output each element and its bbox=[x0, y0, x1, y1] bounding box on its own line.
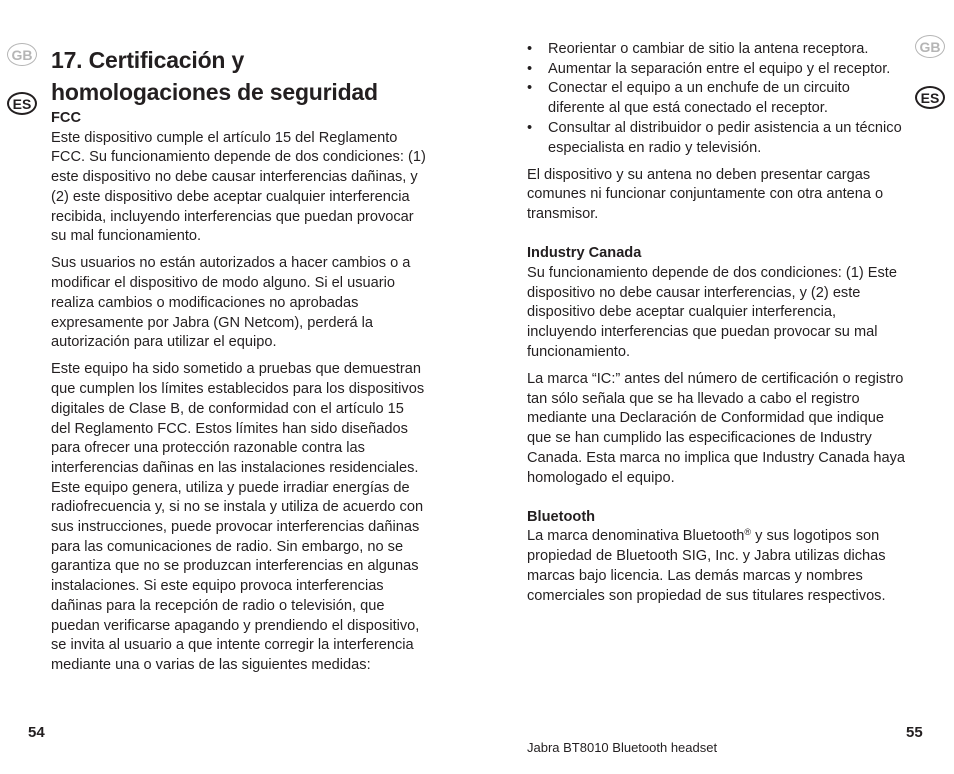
bluetooth-paragraph bbox=[527, 527, 907, 606]
language-badge-gb-left: GB bbox=[7, 43, 37, 66]
bluetooth-text-a: La marca denominativa Bluetooth bbox=[527, 528, 745, 545]
bluetooth-heading: Bluetooth bbox=[527, 508, 596, 525]
title-line-2: homologaciones de seguridad bbox=[51, 79, 378, 105]
language-badge-es-left: ES bbox=[7, 92, 37, 115]
title-line-1: 17. Certificación y bbox=[51, 47, 245, 73]
fcc-heading: FCC bbox=[51, 110, 81, 126]
fcc-paragraph-2: Sus usuarios no están autorizados a hacer cambios o a modificar el dispositivo de modo alguno. Si el usuario realiza cambios o modificaciones no aprobadas expresamente por Jabra (GN Netcom), perderá la autorización para utilizar el equipo. bbox=[51, 255, 411, 351]
section-title bbox=[51, 44, 427, 108]
antenna-paragraph: El dispositivo y su antena no deben presentar cargas comunes ni funcionar conjuntamente con otra antena o transmisor. bbox=[527, 166, 884, 223]
language-badge-gb-right: GB bbox=[915, 35, 945, 58]
left-page-column bbox=[51, 44, 427, 683]
industry-canada-heading: Industry Canada bbox=[527, 245, 642, 262]
list-item: • Aumentar la separación entre el equipo y el receptor. bbox=[527, 60, 907, 80]
measures-list bbox=[527, 40, 907, 158]
industry-canada-paragraph-1: Su funcionamiento depende de dos condiciones: (1) Este dispositivo no debe causar interferencias, y (2) este dispositivo debe aceptar cualquier interferencia, incluyendo interferencias que puedan provocar su mal funcionamiento. bbox=[527, 265, 897, 360]
fcc-paragraph-1: Este dispositivo cumple el artículo 15 del Reglamento FCC. Su funcionamiento depende de dos condiciones: (1) este dispositivo no debe causar interferencias dañinas, y (2) este dispositivo debe aceptar cualquier interferencia recibida, incluyendo interferencias que puedan provocar su mal funcionamiento. bbox=[51, 129, 426, 245]
language-badge-es-right: ES bbox=[915, 86, 945, 109]
list-item: • Reorientar o cambiar de sitio la antena receptora. bbox=[527, 40, 907, 60]
right-page-column bbox=[527, 40, 907, 614]
industry-canada-paragraph-2: La marca “IC:” antes del número de certificación o registro tan sólo señala que se ha llevado a cabo el registro mediante una Declaración de Conformidad que indique que se han cumplido las especificaciones de Industry Canada. Esta marca no implica que Industry Canada haya homologado el equipo. bbox=[527, 371, 906, 486]
list-item: • Consultar al distribuidor o pedir asistencia a un técnico especialista en radio y televisión. bbox=[527, 119, 907, 158]
registered-mark: ® bbox=[744, 527, 752, 538]
footer-product-name: Jabra BT8010 Bluetooth headset bbox=[527, 740, 718, 755]
list-item: • Conectar el equipo a un enchufe de un circuito diferente al que está conectado el receptor. bbox=[527, 79, 907, 118]
page-number-right: 55 bbox=[906, 724, 923, 741]
bluetooth-text-b: y sus logotipos son propiedad de Bluetooth SIG, Inc. y Jabra utilizas dichas marcas bajo licencia. Las demás marcas y nombres comerciales son propiedad de sus titulares respectivos. bbox=[527, 528, 886, 604]
fcc-paragraph-3: Este equipo ha sido sometido a pruebas que demuestran que cumplen los límites establecidos para los dispositivos digitales de Clase B, de conformidad con el artículo 15 del Reglamento FCC. Estos límites han sido diseñados para ofrecer una protección razonable contra las interferencias dañinas en las instalaciones residenciales. Este equipo genera, utiliza y puede irradiar energías de radiofrecuencia y, si no se instala y utiliza de acuerdo con sus instrucciones, puede provocar interferencias dañinas para las comunicaciones de radio. Sin embargo, no se garantiza que no se produzcan interferencias en algunas instalaciones. Si este equipo provoca interferencias dañinas para la recepción de radio o televisión, que puedan verificarse apagando y prendiendo el dispositivo, se invita al usuario a que intente corregir la interferencia mediante una o varias de las siguientes medidas: bbox=[51, 361, 425, 673]
page-number-left: 54 bbox=[28, 724, 45, 741]
